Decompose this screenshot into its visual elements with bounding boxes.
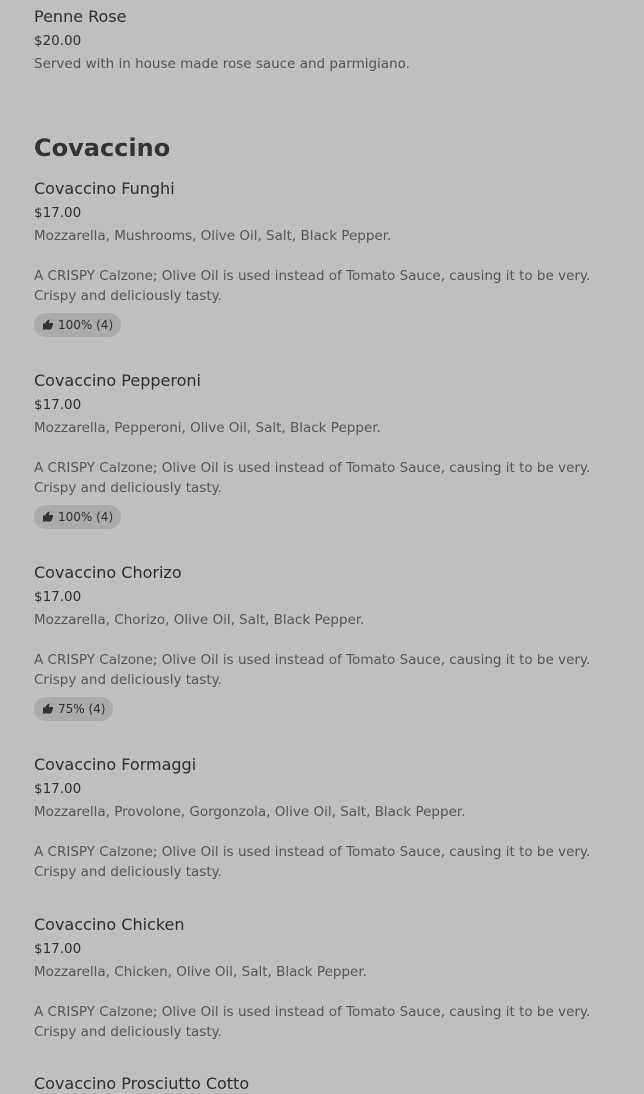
- rating-text: 75% (4): [58, 702, 106, 716]
- rating-text: 100% (4): [58, 318, 114, 332]
- rating-badge: [34, 313, 121, 337]
- menu-item-covaccino-pepperoni[interactable]: [34, 371, 614, 529]
- menu-item-penne-rose[interactable]: [34, 7, 614, 74]
- item-extra-description: A CRISPY Calzone; Olive Oil is used instead of Tomato Sauce, causing it to be very. Crispy and deliciously tasty.: [34, 1004, 591, 1040]
- item-price: $17.00: [34, 941, 82, 957]
- item-name: Covaccino Prosciutto Cotto: [34, 1074, 250, 1093]
- item-name: Covaccino Chorizo: [34, 563, 182, 582]
- menu-item-covaccino-chicken[interactable]: [34, 915, 614, 1042]
- menu-item-covaccino-funghi[interactable]: [34, 179, 614, 337]
- rating-text: 100% (4): [58, 510, 114, 524]
- item-extra-description: A CRISPY Calzone; Olive Oil is used instead of Tomato Sauce, causing it to be very. Crispy and deliciously tasty.: [34, 652, 591, 688]
- item-price: $17.00: [34, 589, 82, 605]
- item-price: $17.00: [34, 781, 82, 797]
- item-price: $20.00: [34, 33, 82, 49]
- item-extra-description: A CRISPY Calzone; Olive Oil is used instead of Tomato Sauce, causing it to be very. Crispy and deliciously tasty.: [34, 460, 591, 496]
- item-description: Served with in house made rose sauce and parmigiano.: [34, 56, 410, 72]
- item-name: Covaccino Funghi: [34, 179, 175, 198]
- item-description: Mozzarella, Pepperoni, Olive Oil, Salt, Black Pepper.: [34, 420, 381, 436]
- item-description: Mozzarella, Chicken, Olive Oil, Salt, Black Pepper.: [34, 964, 367, 980]
- thumbs-up-icon: [42, 319, 54, 331]
- thumbs-up-icon: [42, 511, 54, 523]
- menu-item-covaccino-formaggi[interactable]: [34, 755, 614, 882]
- item-description: Mozzarella, Chorizo, Olive Oil, Salt, Black Pepper.: [34, 612, 365, 628]
- rating-badge: [34, 505, 121, 529]
- item-extra-description: A CRISPY Calzone; Olive Oil is used instead of Tomato Sauce, causing it to be very. Crispy and deliciously tasty.: [34, 844, 591, 880]
- menu-item-covaccino-chorizo[interactable]: [34, 563, 614, 721]
- item-description: Mozzarella, Mushrooms, Olive Oil, Salt, Black Pepper.: [34, 228, 392, 244]
- item-extra-description: A CRISPY Calzone; Olive Oil is used instead of Tomato Sauce, causing it to be very. Crispy and deliciously tasty.: [34, 268, 591, 304]
- item-name: Covaccino Pepperoni: [34, 371, 201, 390]
- thumbs-up-icon: [42, 703, 54, 715]
- item-price: $17.00: [34, 205, 82, 221]
- item-price: $17.00: [34, 397, 82, 413]
- menu-item-covaccino-prosciutto-cotto[interactable]: [34, 1074, 614, 1094]
- item-description: Mozzarella, Provolone, Gorgonzola, Olive Oil, Salt, Black Pepper.: [34, 804, 466, 820]
- item-name: Covaccino Chicken: [34, 915, 185, 934]
- section-title: Covaccino: [34, 134, 171, 162]
- item-name: Penne Rose: [34, 7, 127, 26]
- item-name: Covaccino Formaggi: [34, 755, 197, 774]
- rating-badge: [34, 697, 113, 721]
